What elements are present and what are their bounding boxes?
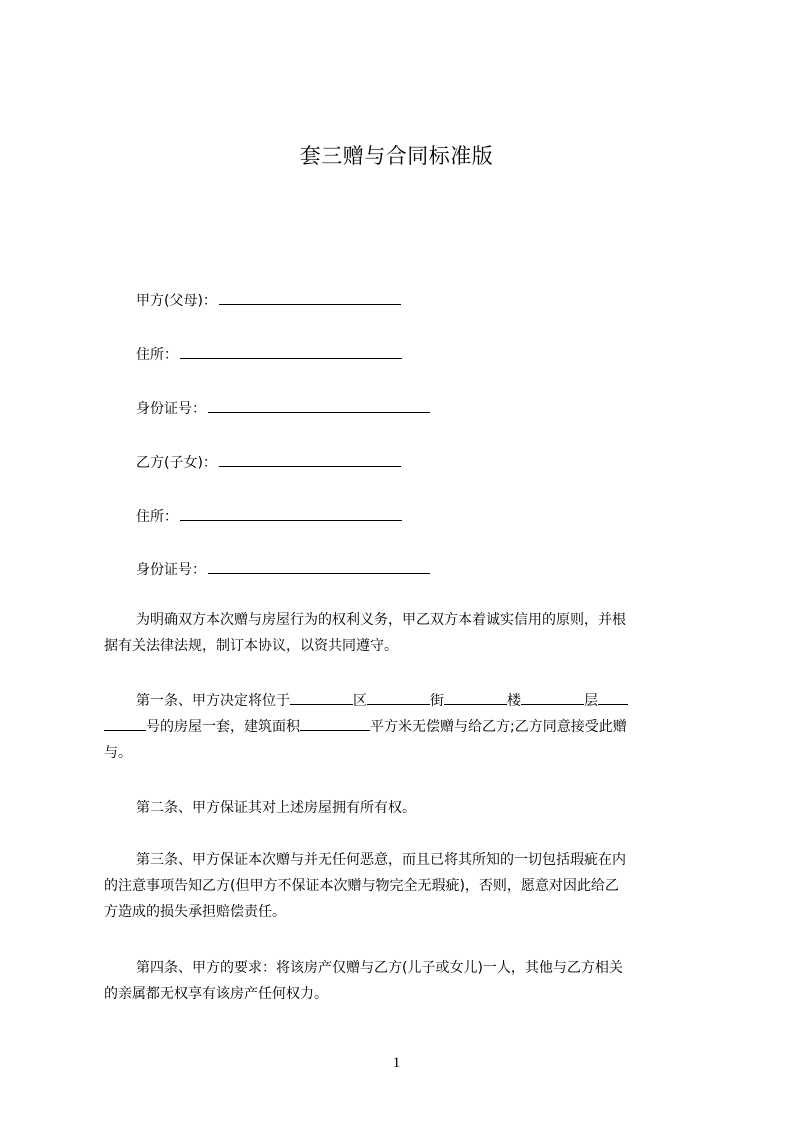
party-b-address-label: 住所：	[136, 509, 178, 525]
article-1-line-2	[104, 714, 704, 740]
document-title: 套三赠与合同标准版	[299, 144, 494, 168]
article-2-line-1: 第二条、甲方保证其对上述房屋拥有所有权。	[136, 800, 416, 816]
article-1-line-3: 与。	[104, 745, 132, 761]
party-a-name-field	[136, 290, 401, 312]
building-blank[interactable]	[444, 691, 507, 705]
article-3-line-2: 的注意事项告知乙方(但甲方不保证本次赠与物完全无瑕疵)，否则，愿意对因此给乙	[104, 878, 619, 894]
party-a-address-field	[136, 344, 402, 366]
article-1-text-district: 区	[353, 693, 367, 709]
article-4-line-1: 第四条、甲方的要求：将该房产仅赠与乙方(儿子或女儿)一人，其他与乙方相关	[136, 960, 623, 976]
party-a-id-blank[interactable]	[208, 400, 430, 413]
intro-line-1: 为明确双方本次赠与房屋行为的权利义务，甲乙双方本着诚实信用的原则，并根	[136, 612, 626, 628]
party-b-name-field	[136, 452, 401, 474]
article-4-line-2: 的亲属都无权享有该房产任何权力。	[104, 986, 328, 1002]
party-b-id-blank[interactable]	[208, 561, 430, 574]
street-blank[interactable]	[367, 691, 430, 705]
article-1-paragraph	[104, 688, 704, 766]
party-a-id-field	[136, 398, 430, 420]
party-a-address-blank[interactable]	[180, 346, 402, 359]
area-blank[interactable]	[300, 717, 370, 731]
article-1-line-1	[104, 688, 704, 714]
room-number-blank-b[interactable]	[104, 717, 146, 731]
party-b-address-blank[interactable]	[180, 508, 402, 521]
party-a-name-label: 甲方(父母)：	[136, 293, 217, 309]
article-1-text-street: 街	[430, 693, 444, 709]
party-b-id-field	[136, 559, 430, 581]
article-1-text-building: 楼	[507, 693, 521, 709]
article-4-paragraph	[104, 955, 704, 1007]
intro-line-2: 据有关法律法规，制订本协议，以资共同遵守。	[104, 638, 398, 654]
article-3-paragraph	[104, 847, 704, 925]
intro-paragraph	[104, 607, 704, 659]
party-b-name-blank[interactable]	[219, 454, 401, 467]
article-3-line-3: 方造成的损失承担赔偿责任。	[104, 904, 286, 920]
article-1-text-area: 平方米无偿赠与给乙方;乙方同意接受此赠	[370, 719, 627, 735]
party-a-id-label: 身份证号：	[136, 401, 206, 417]
floor-blank[interactable]	[521, 691, 584, 705]
party-b-id-label: 身份证号：	[136, 562, 206, 578]
party-b-address-field	[136, 506, 402, 528]
party-a-address-label: 住所：	[136, 347, 178, 363]
page-number: 1	[392, 1055, 401, 1071]
party-a-name-blank[interactable]	[219, 292, 401, 305]
district-blank[interactable]	[290, 691, 353, 705]
article-3-line-1: 第三条、甲方保证本次赠与并无任何恶意，而且已将其所知的一切包括瑕疵在内	[136, 852, 626, 868]
party-b-name-label: 乙方(子女)：	[136, 455, 217, 471]
room-number-blank-a[interactable]	[598, 691, 628, 705]
article-1-text-room: 号的房屋一套，建筑面积	[146, 719, 300, 735]
article-2-paragraph	[104, 795, 704, 821]
article-1-text-location: 第一条、甲方决定将位于	[136, 693, 290, 709]
article-1-text-floor: 层	[584, 693, 598, 709]
